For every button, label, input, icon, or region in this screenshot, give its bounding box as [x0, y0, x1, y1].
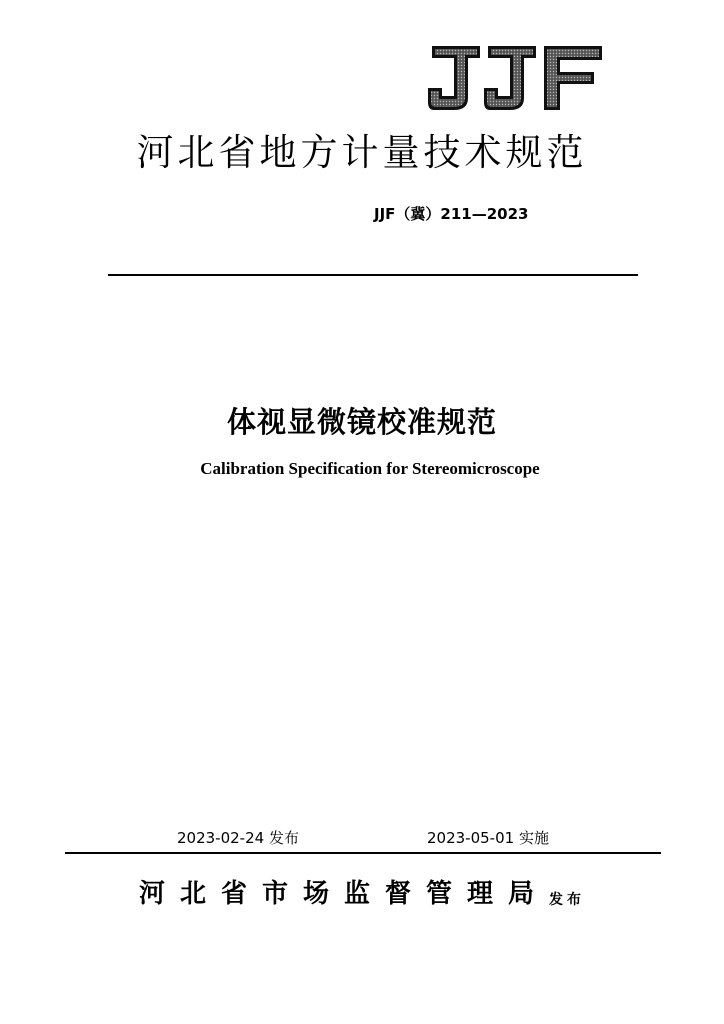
implementation-date: 2023-05-01 实施 [427, 829, 549, 847]
publisher-suffix: 发布 [549, 892, 585, 908]
issue-date: 2023-02-24 发布 [177, 829, 299, 847]
document-subtitle-en: Calibration Specification for Stereomicroscope [200, 459, 540, 478]
jjf-logo [424, 40, 604, 116]
bottom-divider [65, 852, 661, 854]
publisher-line [0, 872, 724, 916]
organization-title: 河北省地方计量技术规范 [136, 131, 588, 174]
top-divider [108, 274, 638, 276]
publisher-name: 河北省市场监督管理局 [138, 879, 549, 909]
document-title: 体视显微镜校准规范 [226, 405, 497, 439]
standard-code: JJF（冀）211—2023 [374, 205, 529, 223]
